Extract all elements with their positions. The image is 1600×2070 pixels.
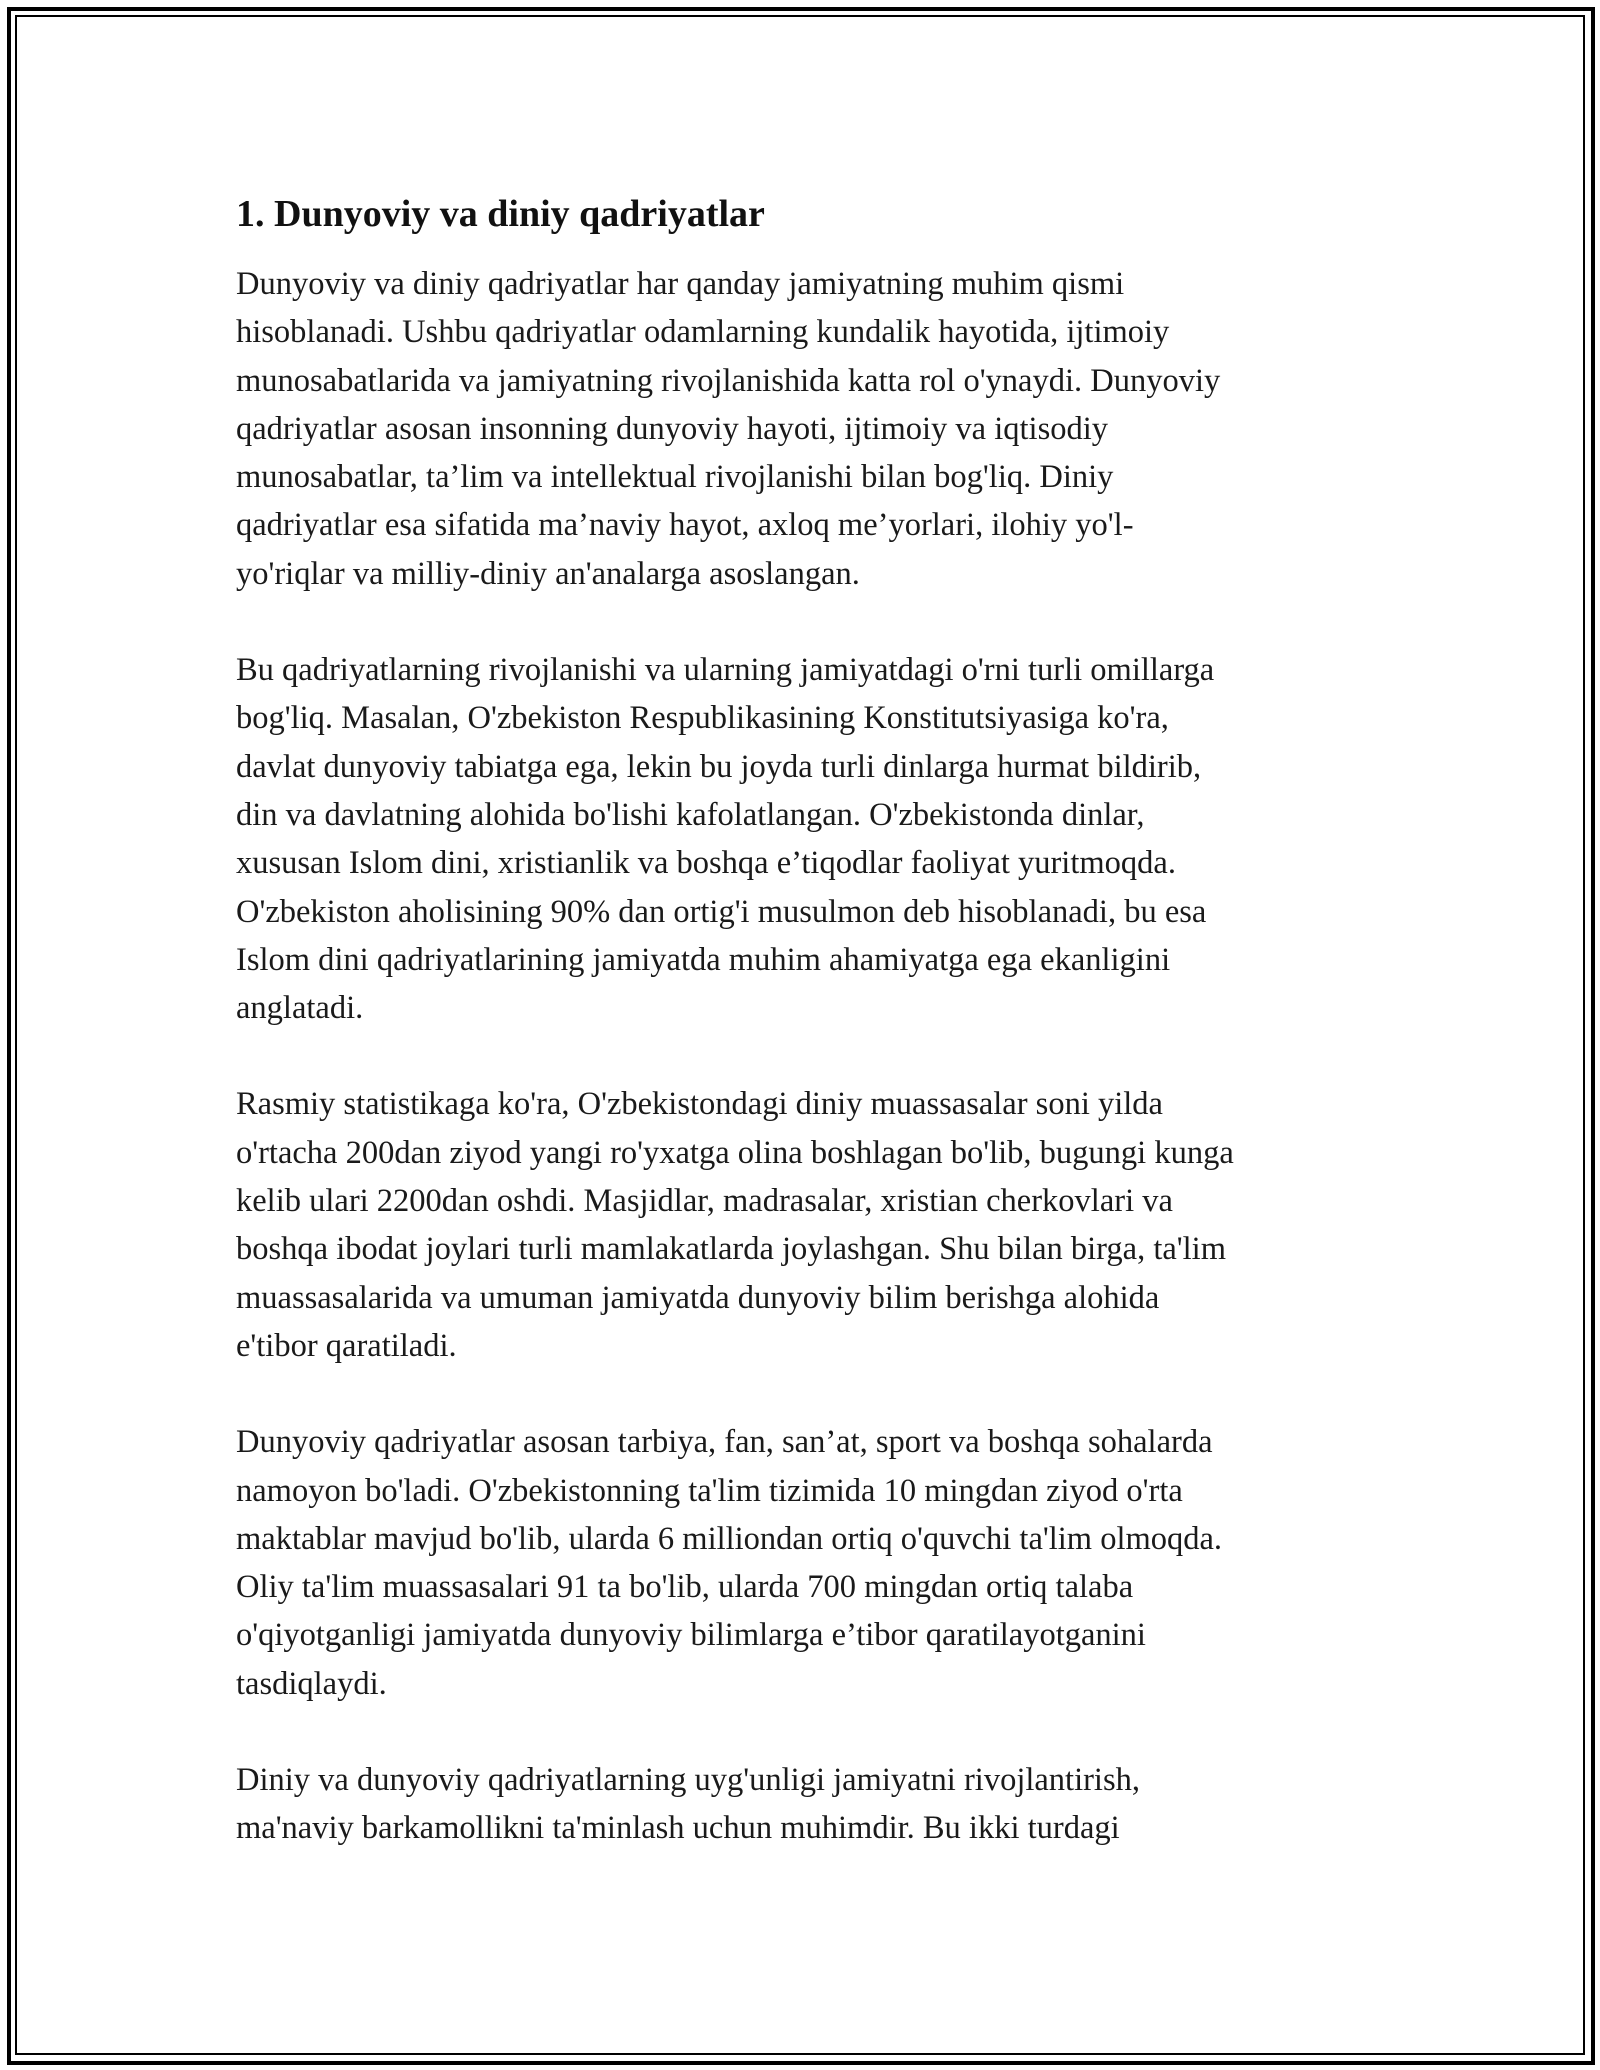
paragraph bbox=[236, 1756, 1376, 1853]
paragraph-line: ma'naviy barkamollikni ta'minlash uchun muhimdir. Bu ikki turdagi bbox=[236, 1810, 1120, 1847]
paragraph-line: maktablar mavjud bo'lib, ularda 6 milliondan ortiq o'quvchi ta'lim olmoqda. bbox=[236, 1520, 1223, 1557]
paragraph bbox=[236, 1418, 1376, 1708]
paragraph-line: boshqa ibodat joylari turli mamlakatlarda joylashgan. Shu bilan birga, ta'lim bbox=[236, 1231, 1226, 1268]
paragraph-line: xususan Islom dini, xristianlik va boshqa e’tiqodlar faoliyat yuritmoqda. bbox=[236, 845, 1176, 882]
paragraph-line: o'rtacha 200dan ziyod yangi ro'yxatga olina boshlagan bo'lib, bugungi kunga bbox=[236, 1134, 1234, 1171]
paragraph-line: o'qiyotganligi jamiyatda dunyoviy bilimlarga e’tibor qaratilayotganini bbox=[236, 1617, 1146, 1654]
paragraph-line: munosabatlar, ta’lim va intellektual rivojlanishi bilan bog'liq. Diniy bbox=[236, 459, 1114, 496]
paragraph-line: Dunyoviy qadriyatlar asosan tarbiya, fan, san’at, sport va boshqa sohalarda bbox=[236, 1424, 1213, 1461]
paragraph-line: din va davlatning alohida bo'lishi kafolatlangan. O'zbekistonda dinlar, bbox=[236, 796, 1145, 833]
paragraph-list bbox=[236, 260, 1376, 1853]
paragraph-line: tasdiqlaydi. bbox=[236, 1665, 387, 1702]
paragraph-line: yo'riqlar va milliy-diniy an'analarga asoslangan. bbox=[236, 555, 860, 592]
paragraph-line: munosabatlarida va jamiyatning rivojlanishida katta rol o'ynaydi. Dunyoviy bbox=[236, 362, 1221, 399]
paragraph-line: Bu qadriyatlarning rivojlanishi va ularning jamiyatdagi o'rni turli omillarga bbox=[236, 652, 1215, 689]
paragraph-line: Oliy ta'lim muassasalari 91 ta bo'lib, ularda 700 mingdan ortiq talaba bbox=[236, 1569, 1134, 1606]
paragraph-line: bog'liq. Masalan, O'zbekiston Respublikasining Konstitutsiyasiga ko'ra, bbox=[236, 700, 1169, 737]
paragraph-line: davlat dunyoviy tabiatga ega, lekin bu joyda turli dinlarga hurmat bildirib, bbox=[236, 748, 1202, 785]
paragraph-line: anglatadi. bbox=[236, 990, 364, 1027]
paragraph-line: qadriyatlar esa sifatida ma’naviy hayot, axloq me’yorlari, ilohiy yo'l- bbox=[236, 507, 1134, 544]
paragraph-line: O'zbekiston aholisining 90% dan ortig'i musulmon deb hisoblanadi, bu esa bbox=[236, 893, 1207, 930]
paragraph bbox=[236, 1080, 1376, 1370]
paragraph-line: Diniy va dunyoviy qadriyatlarning uyg'unligi jamiyatni rivojlantirish, bbox=[236, 1762, 1140, 1799]
paragraph-line: kelib ulari 2200dan oshdi. Masjidlar, madrasalar, xristian cherkovlari va bbox=[236, 1183, 1173, 1220]
section-heading: 1. Dunyoviy va diniy qadriyatlar bbox=[236, 193, 765, 235]
paragraph-line: muassasalarida va umuman jamiyatda dunyoviy bilim berishga alohida bbox=[236, 1279, 1160, 1316]
paragraph-line: qadriyatlar asosan insonning dunyoviy hayoti, ijtimoiy va iqtisodiy bbox=[236, 410, 1108, 447]
paragraph-line: hisoblanadi. Ushbu qadriyatlar odamlarning kundalik hayotida, ijtimoiy bbox=[236, 314, 1170, 351]
document-body bbox=[236, 186, 1376, 1901]
paragraph-line: Islom dini qadriyatlarining jamiyatda muhim ahamiyatga ega ekanligini bbox=[236, 941, 1171, 978]
paragraph bbox=[236, 260, 1376, 598]
paragraph bbox=[236, 646, 1376, 1032]
paragraph-line: e'tibor qaratiladi. bbox=[236, 1327, 457, 1364]
paragraph-line: Dunyoviy va diniy qadriyatlar har qanday jamiyatning muhim qismi bbox=[236, 266, 1125, 302]
paragraph-line: namoyon bo'ladi. O'zbekistonning ta'lim tizimida 10 mingdan ziyod o'rta bbox=[236, 1472, 1183, 1509]
paragraph-line: Rasmiy statistikaga ko'ra, O'zbekistondagi diniy muassasalar soni yilda bbox=[236, 1086, 1163, 1123]
